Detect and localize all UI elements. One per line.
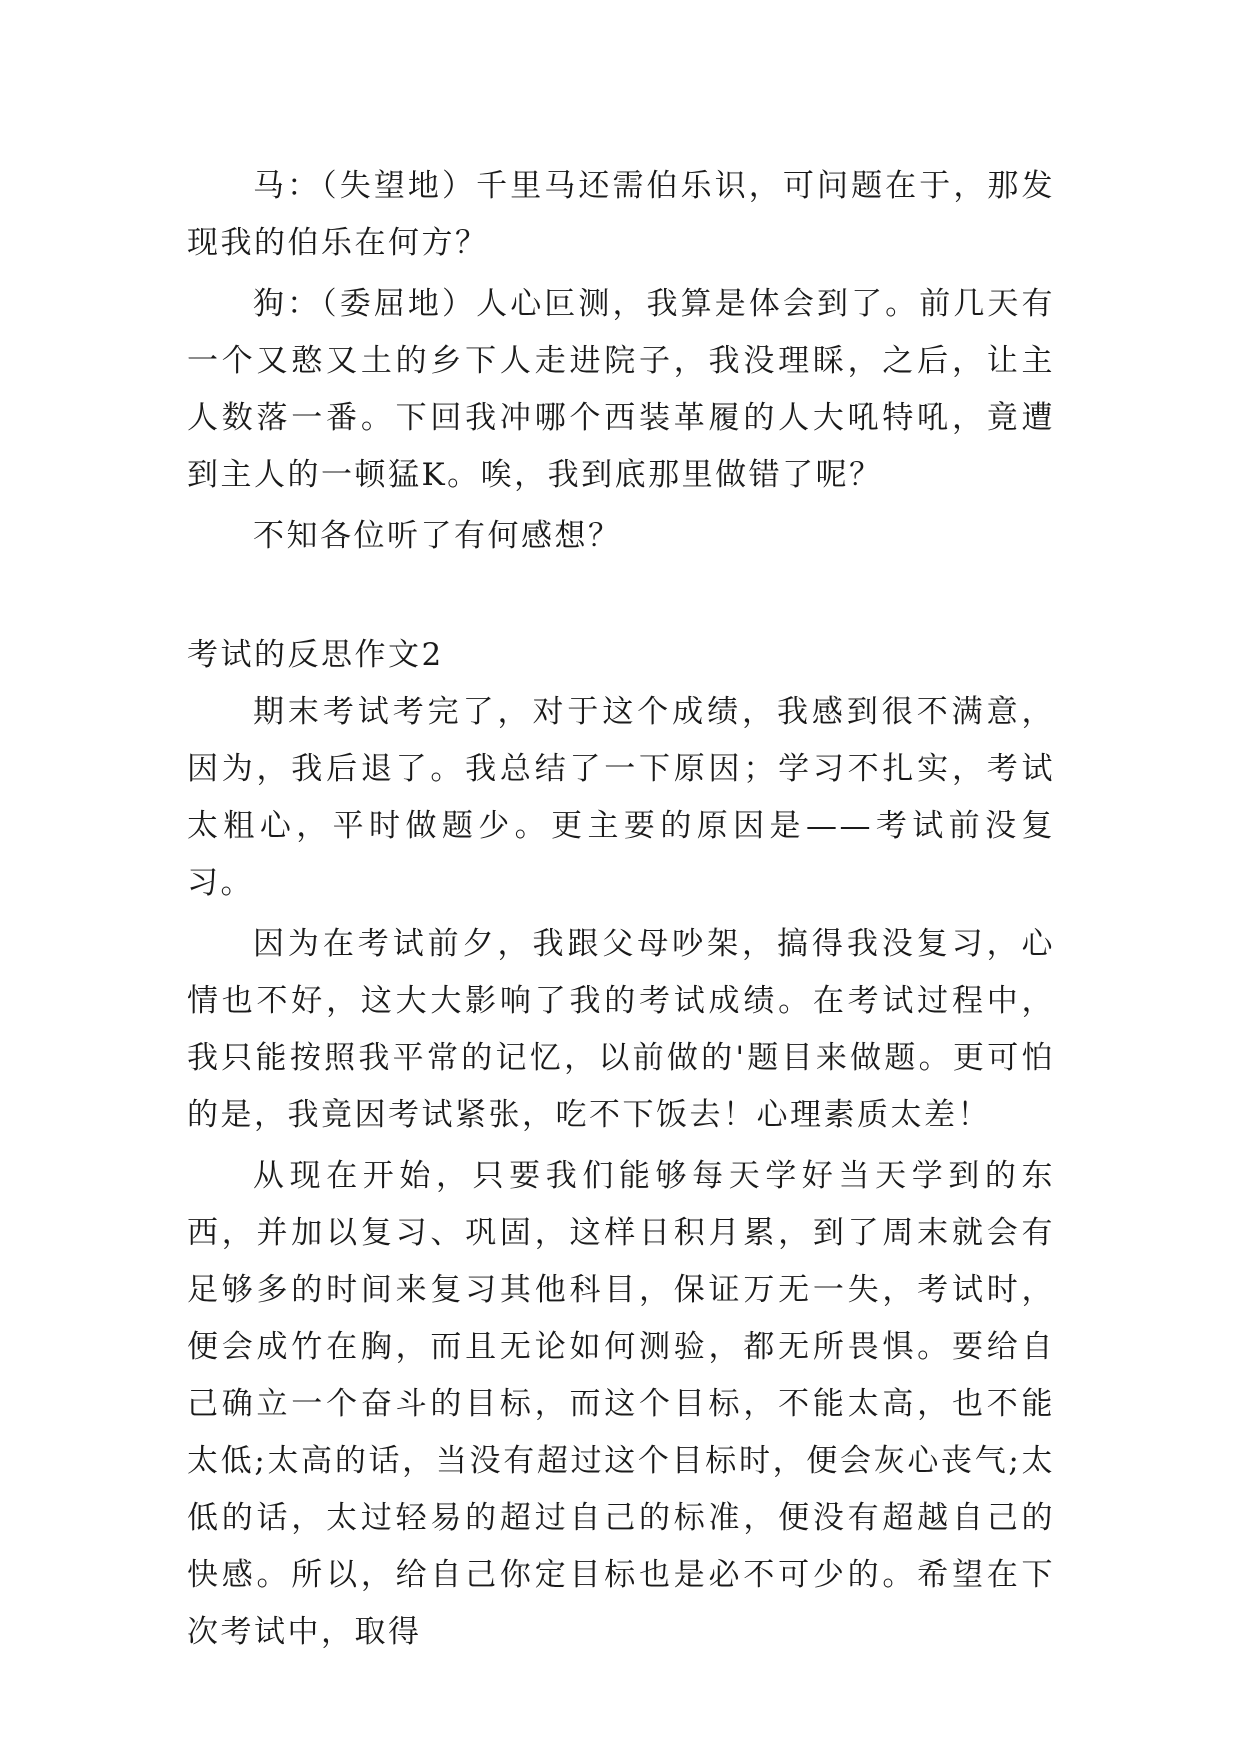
dialogue-dog-paragraph: 狗：（委屈地）人心叵测，我算是体会到了。前几天有一个又憨又土的乡下人走进院子，我没理睬，之后，让主人数落一番。下回我冲哪个西装革履的人大吼特吼，竟遭到主人的一顿猛K。唉，我到底那里做错了呢？: [187, 286, 1055, 493]
essay-paragraph-1: 期末考试考完了，对于这个成绩，我感到很不满意，因为，我后退了。我总结了一下原因；学习不扎实，考试太粗心，平时做题少。更主要的原因是——考试前没复习。: [187, 694, 1055, 901]
essay-paragraph-2: 因为在考试前夕，我跟父母吵架，搞得我没复习，心情也不好，这大大影响了我的考试成绩。在考试过程中，我只能按照我平常的记忆，以前做的'题目来做题。更可怕的是，我竟因考试紧张，吃不下饭去！心理素质太差！: [187, 926, 1055, 1133]
dialogue-horse-paragraph: 马：（失望地）千里马还需伯乐识，可问题在于，那发现我的伯乐在何方？: [187, 168, 1055, 261]
essay-title: 考试的反思作文2: [187, 637, 444, 673]
essay-paragraph-3: 从现在开始，只要我们能够每天学好当天学到的东西，并加以复习、巩固，这样日积月累，到了周末就会有足够多的时间来复习其他科目，保证万无一失，考试时，便会成竹在胸，而且无论如何测验，都无所畏惧。要给自己确立一个奋斗的目标，而这个目标，不能太高，也不能太低;太高的话，当没有超过这个目标时，便会灰心丧气;太低的话，太过轻易的超过自己的标准，便没有超越自己的快感。所以，给自己你定目标也是必不可少的。希望在下次考试中，取得: [187, 1158, 1055, 1650]
closing-question-paragraph: 不知各位听了有何感想？: [253, 518, 622, 554]
document-body: [187, 158, 1055, 1661]
